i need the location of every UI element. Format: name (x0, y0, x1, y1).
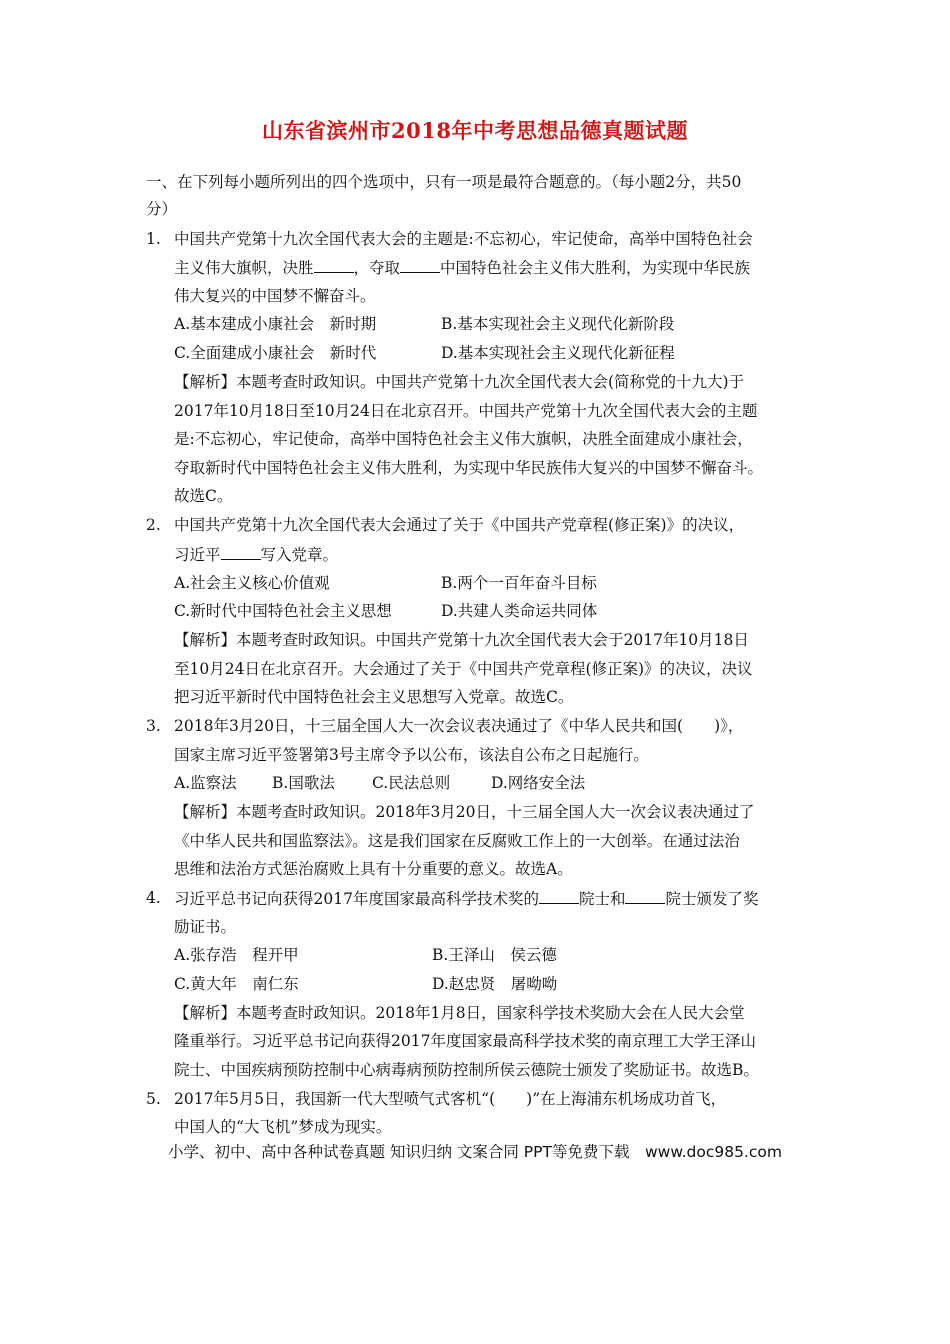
option-d: D.基本实现社会主义现代化新征程 (441, 344, 675, 362)
answer-blank (221, 544, 261, 560)
analysis-line: 把习近平新时代中国特色社会主义思想写入党章。故选C。 (174, 688, 574, 706)
option-b: B.国歌法 (272, 774, 335, 792)
analysis-line: 隆重举行。习近平总书记向获得2017年度国家最高科学技术奖的南京理工大学王泽山 (174, 1032, 756, 1050)
question-number: 5. (146, 1090, 161, 1108)
question-stem-line: 国家主席习近平签署第3号主席令予以公布，该法自公布之日起施行。 (174, 746, 649, 764)
answer-blank (314, 257, 354, 273)
option-a: A.张存浩 程开甲 (174, 946, 299, 964)
section-heading-line2: 分） (146, 200, 178, 218)
option-d: D.共建人类命运共同体 (441, 602, 598, 620)
option-a: A.基本建成小康社会 新时期 (174, 315, 377, 333)
question-stem-line: 励证书。 (174, 918, 237, 936)
analysis-line: 院士、中国疾病预防控制中心病毒病预防控制所侯云德院士颁发了奖励证书。故选B。 (174, 1061, 759, 1079)
analysis-line: 【解析】本题考查时政知识。2018年3月20日，十三届全国人大一次会议表决通过了 (174, 803, 755, 821)
analysis-line: 【解析】本题考查时政知识。中国共产党第十九次全国代表大会于2017年10月18日 (174, 631, 749, 649)
question-stem-line: 主义伟大旗帜，决胜 ，夺取 中国特色社会主义伟大胜利，为实现中华民族 (174, 259, 751, 277)
question-number: 3. (146, 717, 161, 735)
question-stem-line: 2017年5月5日，我国新一代大型喷气式客机“( )”在上海浦东机场成功首飞， (174, 1090, 727, 1108)
analysis-line: 《中华人民共和国监察法》。这是我们国家在反腐败工作上的一大创举。在通过法治 (174, 832, 740, 850)
option-c: C.新时代中国特色社会主义思想 (174, 602, 392, 620)
question-stem-line: 习近平总书记向获得2017年度国家最高科学技术奖的 院士和 院士颁发了奖 (174, 890, 759, 908)
analysis-line: 夺取新时代中国特色社会主义伟大胜利，为实现中华民族伟大复兴的中国梦不懈奋斗。 (174, 459, 764, 477)
option-c: C.黄大年 南仁东 (174, 975, 299, 993)
option-c: C.全面建成小康社会 新时代 (174, 344, 377, 362)
analysis-line: 【解析】本题考查时政知识。2018年1月8日，国家科学技术奖励大会在人民大会堂 (174, 1004, 745, 1022)
option-d: D.赵忠贤 屠呦呦 (432, 975, 558, 993)
question-stem-line: 中国人的“大飞机”梦成为现实。 (174, 1118, 392, 1136)
option-b: B.王泽山 侯云德 (432, 946, 557, 964)
footer-banner: 小学、初中、高中各种试卷真题 知识归纳 文案合同 PPT等免费下载 www.doc985.com (168, 1143, 782, 1161)
option-b: B.基本实现社会主义现代化新阶段 (441, 315, 675, 333)
question-number: 4. (146, 889, 161, 907)
analysis-line: 是:不忘初心，牢记使命，高举中国特色社会主义伟大旗帜，决胜全面建成小康社会， (174, 430, 753, 448)
answer-blank (400, 257, 440, 273)
analysis-line: 思维和法治方式惩治腐败上具有十分重要的意义。故选A。 (174, 860, 573, 878)
answer-blank (539, 888, 579, 904)
option-b: B.两个一百年奋斗目标 (441, 574, 597, 592)
question-stem-line: 中国共产党第十九次全国代表大会的主题是:不忘初心，牢记使命，高举中国特色社会 (174, 230, 753, 248)
answer-blank (625, 888, 665, 904)
option-a: A.监察法 (174, 774, 237, 792)
analysis-line: 故选C。 (174, 487, 233, 505)
question-stem-line: 伟大复兴的中国梦不懈奋斗。 (174, 287, 376, 305)
analysis-line: 至10月24日在北京召开。大会通过了关于《中国共产党章程(修正案)》的决议，决议 (174, 660, 753, 678)
question-number: 1. (146, 230, 161, 248)
option-c: C.民法总则 (372, 774, 451, 792)
analysis-line: 2017年10月18日至10月24日在北京召开。中国共产党第十九次全国代表大会的主题 (174, 402, 758, 420)
option-a: A.社会主义核心价值观 (174, 574, 330, 592)
section-heading-line1: 一、在下列每小题所列出的四个选项中，只有一项是最符合题意的。（每小题2分，共50 (146, 173, 742, 191)
question-stem-line: 中国共产党第十九次全国代表大会通过了关于《中国共产党章程(修正案)》的决议， (174, 516, 745, 534)
page-title: 山东省滨州市2018年中考思想品德真题试题 (262, 118, 688, 143)
analysis-line: 【解析】本题考查时政知识。中国共产党第十九次全国代表大会(简称党的十九大)于 (174, 373, 745, 391)
question-number: 2. (146, 516, 161, 534)
option-d: D.网络安全法 (491, 774, 586, 792)
question-stem-line: 2018年3月20日，十三届全国人大一次会议表决通过了《中华人民共和国( )》， (174, 717, 744, 735)
question-stem-line: 习近平 写入党章。 (174, 546, 339, 564)
